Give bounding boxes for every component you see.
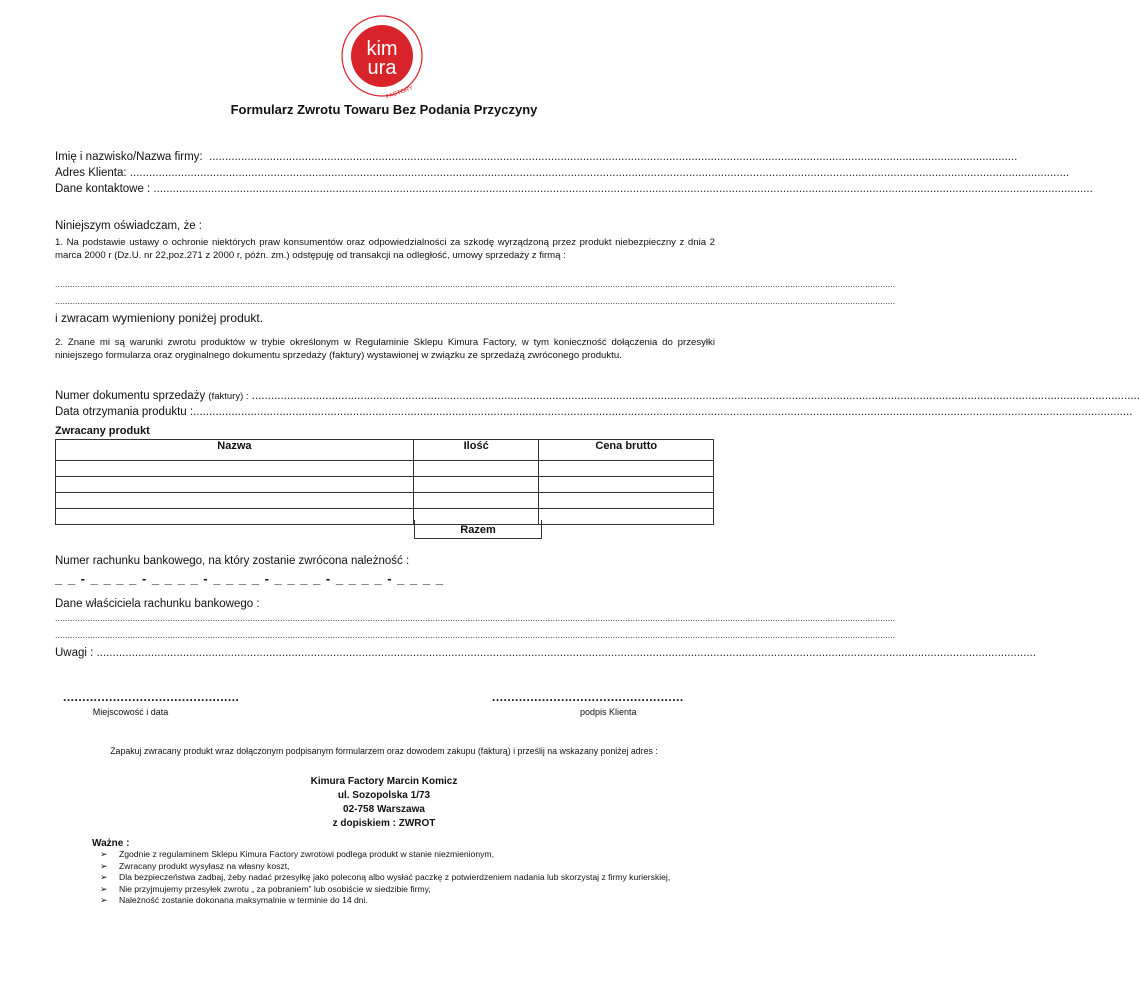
bank-account-input[interactable]: _ _ - _ _ _ _ - _ _ _ _ - _ _ _ _ - _ _ _ _ - _ _ _ _ - _ _ _ _	[55, 571, 444, 586]
table-row	[56, 509, 714, 525]
address-line-1: Kimura Factory Marcin Komicz	[310, 776, 458, 787]
sale-document-label-small: (faktury) :	[208, 391, 249, 402]
bank-owner-line-1[interactable]: ................................................................................................................................................................................................................................................................................................................................................	[55, 613, 896, 623]
table-cell-name[interactable]	[56, 493, 414, 509]
receipt-date-label: Data otrzymania produktu :	[55, 406, 194, 418]
logo-text-top: kim	[366, 38, 398, 60]
table-cell-name[interactable]	[56, 477, 414, 493]
important-list	[100, 849, 700, 907]
table-cell-name[interactable]	[56, 461, 414, 477]
company-line-2[interactable]: ................................................................................................................................................................................................................................................................................................................................................	[55, 296, 896, 306]
arrow-bullet-icon: ➢	[100, 872, 108, 882]
list-item	[100, 872, 700, 884]
logo-ring-text: FACTORY	[385, 85, 414, 101]
product-table	[55, 439, 714, 525]
product-table-heading: Zwracany produkt	[55, 425, 150, 437]
column-header-name: Nazwa	[56, 440, 414, 461]
customer-name-field[interactable]: Imię i nazwisko/Nazwa firmy: .............................................................................................................................................................................................................................................................	[55, 151, 1018, 163]
arrow-bullet-icon: ➢	[100, 849, 108, 859]
kimura-logo	[340, 14, 424, 101]
table-cell-price[interactable]	[539, 461, 714, 477]
table-header-row	[56, 440, 714, 461]
shipping-instructions: Zapakuj zwracany produkt wraz dołączonym podpisanym formularzem oraz dowodem zakupu (fakturą) i prześlij na wskazany poniżej adres :	[110, 746, 658, 756]
table-cell-price[interactable]	[539, 509, 714, 525]
company-line-1[interactable]: ................................................................................................................................................................................................................................................................................................................................................	[55, 279, 896, 289]
place-date-label: Miejscowość i data	[92, 707, 169, 717]
return-address	[0, 775, 768, 831]
notes-label: Uwagi :	[55, 647, 94, 659]
table-row	[56, 493, 714, 509]
list-item-text: Dla bezpieczeństwa zadbaj, żeby nadać przesyłkę jako poleconą albo wysłać paczkę z potwierdzeniem nadania lub skorzystaj z firmy kurierskiej,	[119, 872, 671, 882]
table-row	[56, 461, 714, 477]
customer-address-label: Adres Klienta:	[55, 167, 127, 179]
table-cell-price[interactable]	[539, 477, 714, 493]
list-item-text: Zgodnie z regulaminem Sklepu Kimura Factory zwrotowi podlega produkt w stanie niezmienionym,	[119, 849, 494, 859]
address-line-4: z dopiskiem : ZWROT	[332, 818, 436, 829]
arrow-bullet-icon: ➢	[100, 860, 108, 871]
receipt-date-field[interactable]: Data otrzymania produktu :......................................................................................................................................................................................................................................................................................................	[55, 406, 1133, 418]
declaration-point-2: 2. Znane mi są warunki zwrotu produktów w trybie określonym w Regulaminie Sklepu Kimura Factory, w tym konieczność dołączenia do przesyłki niniejszego formularza oraz oryginalnego dokumentu sprzedaży (faktury) wystawionej w związku ze sprzedażą zwróconego produktu.	[55, 337, 715, 361]
address-line-3: 02-758 Warszawa	[343, 804, 425, 815]
logo-graphic	[340, 14, 424, 101]
client-signature-label: podpis Klienta	[580, 707, 637, 717]
table-cell-quantity[interactable]	[413, 477, 539, 493]
list-item	[100, 884, 700, 896]
table-cell-name[interactable]	[56, 509, 414, 525]
customer-address-field[interactable]: Adres Klienta: ......................................................................................................................................................................................................................................................................................................	[55, 167, 1070, 179]
notes-field[interactable]: Uwagi : ......................................................................................................................................................................................................................................................................................................	[55, 647, 1036, 659]
column-header-quantity: Ilość	[413, 440, 539, 461]
list-item	[100, 849, 700, 861]
arrow-bullet-icon: ➢	[100, 883, 108, 894]
place-date-line[interactable]: ..............................................	[63, 690, 240, 704]
bank-account-label: Numer rachunku bankowego, na który zostanie zwrócona należność :	[55, 555, 410, 567]
customer-contact-field[interactable]: Dane kontaktowe : ......................................................................................................................................................................................................................................................................................................	[55, 183, 1093, 195]
logo-text-bottom: ura	[367, 57, 397, 79]
total-label: Razem	[414, 520, 542, 539]
table-cell-price[interactable]	[539, 493, 714, 509]
list-item	[100, 895, 700, 907]
declaration-intro: Niniejszym oświadczam, że :	[55, 220, 202, 232]
table-cell-quantity[interactable]	[413, 493, 539, 509]
sale-document-field[interactable]: Numer dokumentu sprzedaży (faktury) : ......................................................................................................................................................................................................................................................................................	[55, 390, 1140, 402]
list-item-text: Należność zostanie dokonana maksymalnie w terminie do 14 dni.	[119, 895, 368, 905]
form-title: Formularz Zwrotu Towaru Bez Podania Przyczyny	[230, 102, 538, 117]
arrow-bullet-icon: ➢	[100, 895, 108, 905]
list-item-text: Nie przyjmujemy przesyłek zwrotu „ za pobraniem” lub osobiście w siedzibie firmy,	[119, 883, 431, 894]
customer-contact-label: Dane kontaktowe :	[55, 183, 151, 195]
return-statement: i zwracam wymieniony poniżej produkt.	[55, 311, 264, 325]
declaration-point-1: 1. Na podstawie ustawy o ochronie niektórych praw konsumentów oraz odpowiedzialności za szkodę wyrządzoną przez produkt niebezpieczny z dnia 2 marca 2000 r (Dz.U. nr 22,poz.271 z 2000 r, późn. zm.) odstępuję od transakcji na odległość, umowy sprzedaży z firmą :	[55, 237, 715, 261]
customer-name-label: Imię i nazwisko/Nazwa firmy:	[55, 151, 203, 163]
bank-owner-line-2[interactable]: ................................................................................................................................................................................................................................................................................................................................................	[55, 630, 896, 640]
sale-document-label: Numer dokumentu sprzedaży	[55, 390, 206, 402]
address-line-2: ul. Sozopolska 1/73	[337, 790, 431, 801]
client-signature-line[interactable]: ..................................................	[492, 690, 684, 704]
table-row	[56, 477, 714, 493]
list-item	[100, 861, 700, 873]
list-item-text: Zwracany produkt wysyłasz na własny koszt,	[119, 860, 290, 871]
important-label: Ważne :	[92, 838, 130, 849]
column-header-price: Cena brutto	[539, 440, 714, 461]
table-cell-quantity[interactable]	[413, 461, 539, 477]
bank-owner-label: Dane właściciela rachunku bankowego :	[55, 598, 260, 610]
